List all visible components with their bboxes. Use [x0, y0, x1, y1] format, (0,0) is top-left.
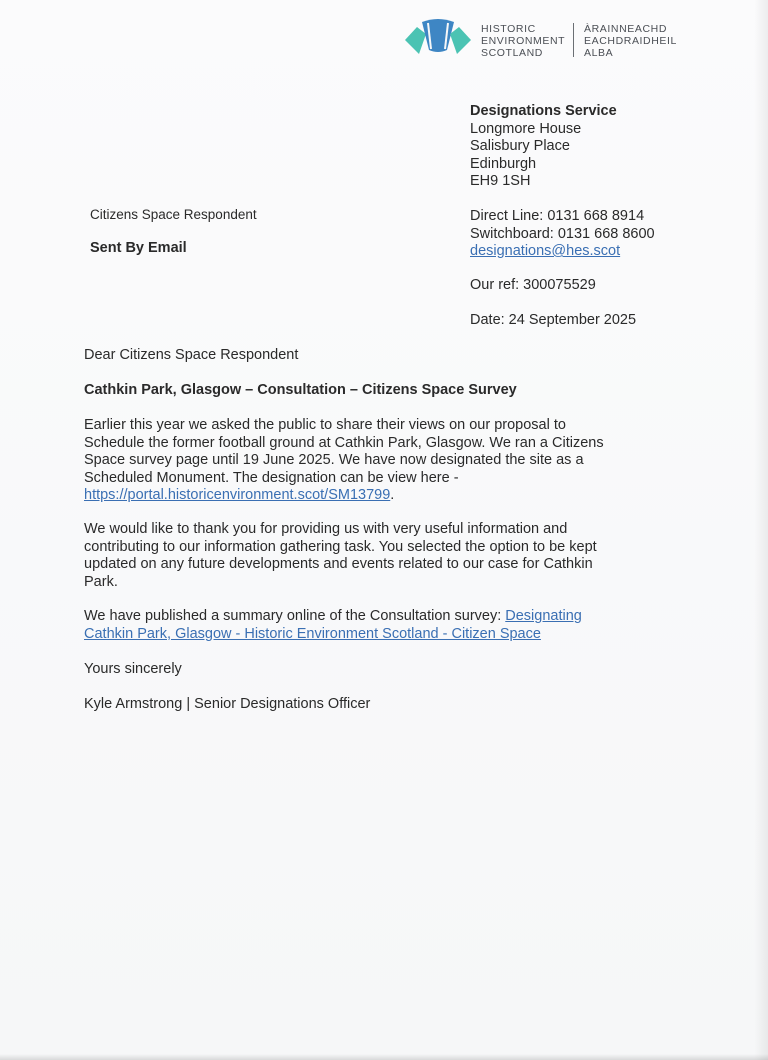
logo-line: ENVIRONMENT	[481, 35, 566, 47]
direct-line: Direct Line: 0131 668 8914	[470, 208, 645, 224]
paragraph-line: Earlier this year we asked the public to share their views on our proposal to	[84, 417, 566, 433]
closing: Yours sincerely	[84, 661, 182, 677]
address-line: Salisbury Place	[470, 138, 570, 154]
address-line: EH9 1SH	[470, 173, 531, 189]
paragraph-line: contributing to our information gathering task. You selected the option to be kept	[84, 538, 597, 555]
link-punctuation: .	[390, 487, 395, 503]
logo-text-english	[481, 23, 565, 59]
logo-line: ÀRAINNEACHD	[584, 23, 668, 35]
sender-contact	[470, 208, 655, 261]
hes-emblem-icon	[402, 18, 474, 60]
paper-edge-shadow	[754, 0, 768, 1060]
logo-text-gaelic	[584, 23, 677, 59]
paragraph-line: updated on any future developments and events related to our case for Cathkin	[84, 556, 593, 572]
subject-line: Cathkin Park, Glasgow – Consultation – Citizens Space Survey	[84, 382, 517, 398]
logo-divider	[573, 23, 574, 57]
paragraph-thanks	[84, 521, 597, 591]
logo-line: HISTORIC	[481, 23, 536, 35]
paragraph-line: Park.	[84, 573, 118, 590]
citizen-space-link[interactable]: Designating	[505, 608, 582, 624]
paragraph-line: Scheduled Monument. The designation can be view here -	[84, 469, 459, 486]
paragraph-designation	[84, 417, 604, 505]
address-line: Edinburgh	[470, 155, 537, 172]
our-reference: Our ref: 300075529	[470, 277, 596, 293]
logo-line: EACHDRAIDHEIL	[584, 35, 677, 47]
paragraph-line: We would like to thank you for providing us with very useful information and	[84, 521, 568, 537]
paragraph-summary	[84, 608, 582, 643]
paragraph-line: Schedule the former football ground at Cathkin Park, Glasgow. We ran a Citizens	[84, 434, 604, 451]
sender-address	[470, 103, 617, 191]
salutation: Dear Citizens Space Respondent	[84, 347, 299, 363]
letter-date: Date: 24 September 2025	[470, 312, 637, 328]
email-link[interactable]: designations@hes.scot	[470, 243, 621, 259]
address-line: Longmore House	[470, 120, 582, 137]
recipient-name: Citizens Space Respondent	[90, 207, 257, 222]
paper-bottom-edge	[0, 1054, 768, 1060]
logo-line: ALBA	[584, 47, 614, 59]
sender-service-name: Designations Service	[470, 103, 617, 119]
summary-intro: We have published a summary online of the Consultation survey:	[84, 608, 506, 624]
paragraph-line: Space survey page until 19 June 2025. We have now designated the site as a	[84, 452, 584, 468]
switchboard: Switchboard: 0131 668 8600	[470, 225, 655, 242]
signature: Kyle Armstrong | Senior Designations Officer	[84, 696, 371, 712]
delivery-method: Sent By Email	[90, 240, 187, 256]
logo-line: SCOTLAND	[481, 47, 543, 59]
portal-link[interactable]: https://portal.historicenvironment.scot/SM13799	[84, 487, 391, 503]
citizen-space-link-continued[interactable]: Cathkin Park, Glasgow - Historic Environment Scotland - Citizen Space	[84, 625, 541, 642]
